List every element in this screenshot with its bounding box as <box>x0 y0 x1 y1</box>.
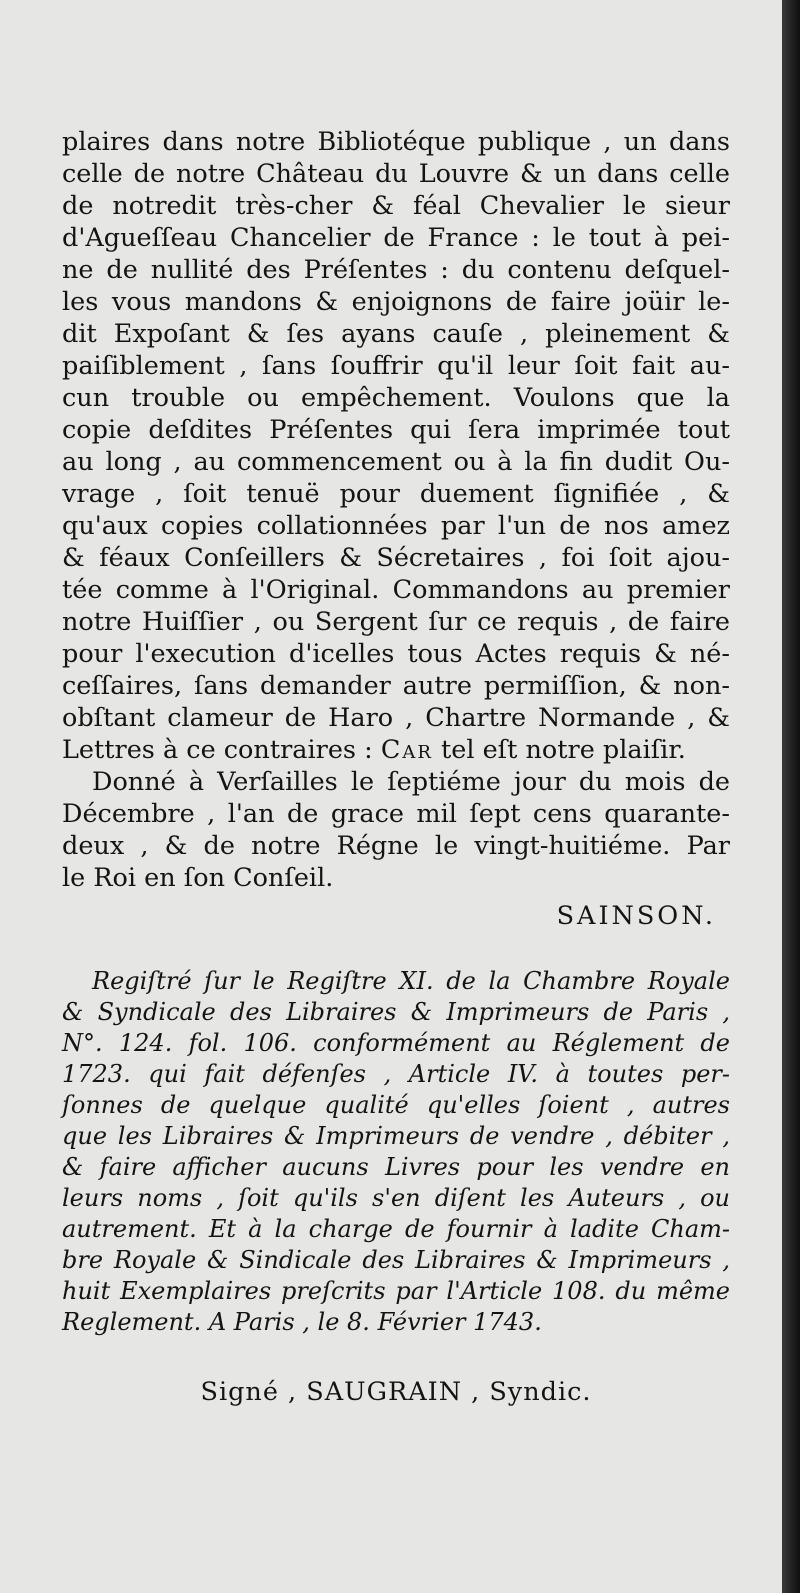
closing-line-end: tel eſt notre plaiſir. <box>432 735 686 765</box>
body-line: cun trouble ou empêchement. Voulons que la <box>62 383 730 413</box>
registre-line: & faire afficher aucuns Livres pour les vendre en <box>62 1153 730 1181</box>
privilege-body <box>62 126 730 766</box>
closing-line-start: Lettres à ce contraires : <box>62 735 381 765</box>
body-line: au long , au commencement ou à la fin dudit Ou- <box>62 447 730 477</box>
registre-line: & Syndicale des Libraires & Imprimeurs de Paris , <box>62 998 730 1026</box>
registre-line: que les Libraires & Imprimeurs de vendre , débiter , <box>62 1122 730 1150</box>
registre-line: N°. 124. fol. 106. conformément au Réglement de <box>62 1029 730 1057</box>
body-line: vrage , ſoit tenuë pour duement ſignifiée , & <box>62 479 730 509</box>
donne-line: le Roi en ſon Conſeil. <box>62 863 334 893</box>
registre-line: bre Royale & Sindicale des Libraires & Imprimeurs , <box>62 1246 730 1274</box>
body-line: notre Huiſſier , ou Sergent ſur ce requis , de faire <box>62 607 730 637</box>
closing-line <box>62 734 730 766</box>
body-line: copie deſdites Préſentes qui ſera imprimée tout <box>62 415 730 445</box>
donne-line: Donné à Verſailles le ſeptiéme jour du mois de <box>92 767 730 797</box>
body-line: celle de notre Château du Louvre & un dans celle <box>62 159 730 189</box>
registre-line: 1723. qui fait défenſes , Article IV. à toutes per- <box>62 1060 730 1088</box>
body-line: de notredit très-cher & féal Chevalier le sieur <box>62 191 730 221</box>
registre-paragraph <box>62 966 730 1408</box>
body-line: d'Agueſſeau Chancelier de France : le tout à pei- <box>62 223 730 253</box>
donne-line: Décembre , l'an de grace mil ſept cens quarante- <box>62 799 730 829</box>
car-word: Car <box>380 735 433 765</box>
privilege-text <box>62 126 730 1408</box>
registre-line: ſonnes de quelque qualité qu'elles ſoient , autres <box>62 1091 730 1119</box>
body-line: plaires dans notre Bibliotéque publique , un dans <box>62 127 730 157</box>
registre-line: autrement. Et à la charge de fournir à ladite Cham- <box>62 1215 730 1243</box>
signature-sainson: SAINSON. <box>556 901 716 931</box>
body-line: les vous mandons & enjoignons de faire joüir le- <box>62 287 730 317</box>
body-line: tée comme à l'Original. Commandons au premier <box>62 575 730 605</box>
body-line: dit Expoſant & ſes ayans cauſe , pleinement & <box>62 319 730 349</box>
body-line: paiſiblement , ſans ſouffrir qu'il leur ſoit fait au- <box>62 351 730 381</box>
page-edge <box>782 0 800 1593</box>
registre-line: Reglement. A Paris , le 8. Février 1743. <box>62 1308 542 1336</box>
donne-line: deux , & de notre Régne le vingt-huitiéme. Par <box>62 831 730 861</box>
registre-line: Regiſtré ſur le Regiſtre XI. de la Chambre Royale <box>92 967 730 995</box>
registre-line: huit Exemplaires preſcrits par l'Article 108. du même <box>62 1277 730 1305</box>
body-line: & féaux Conſeillers & Sécretaires , foi ſoit ajou- <box>62 543 730 573</box>
body-line: ceſſaires, ſans demander autre permiſſion, & non- <box>62 671 730 701</box>
signe-saugrain: Signé , SAUGRAIN , Syndic. <box>200 1377 592 1407</box>
donne-paragraph <box>62 766 730 894</box>
registre-line: leurs noms , ſoit qu'ils s'en diſent les Auteurs , ou <box>62 1184 730 1212</box>
body-line: pour l'execution d'icelles tous Actes requis & né- <box>62 639 730 669</box>
body-line: obſtant clameur de Haro , Chartre Normande , & <box>62 703 730 733</box>
body-line: qu'aux copies collationnées par l'un de nos amez <box>62 511 730 541</box>
body-line: ne de nullité des Préſentes : du contenu deſquel- <box>62 255 730 285</box>
